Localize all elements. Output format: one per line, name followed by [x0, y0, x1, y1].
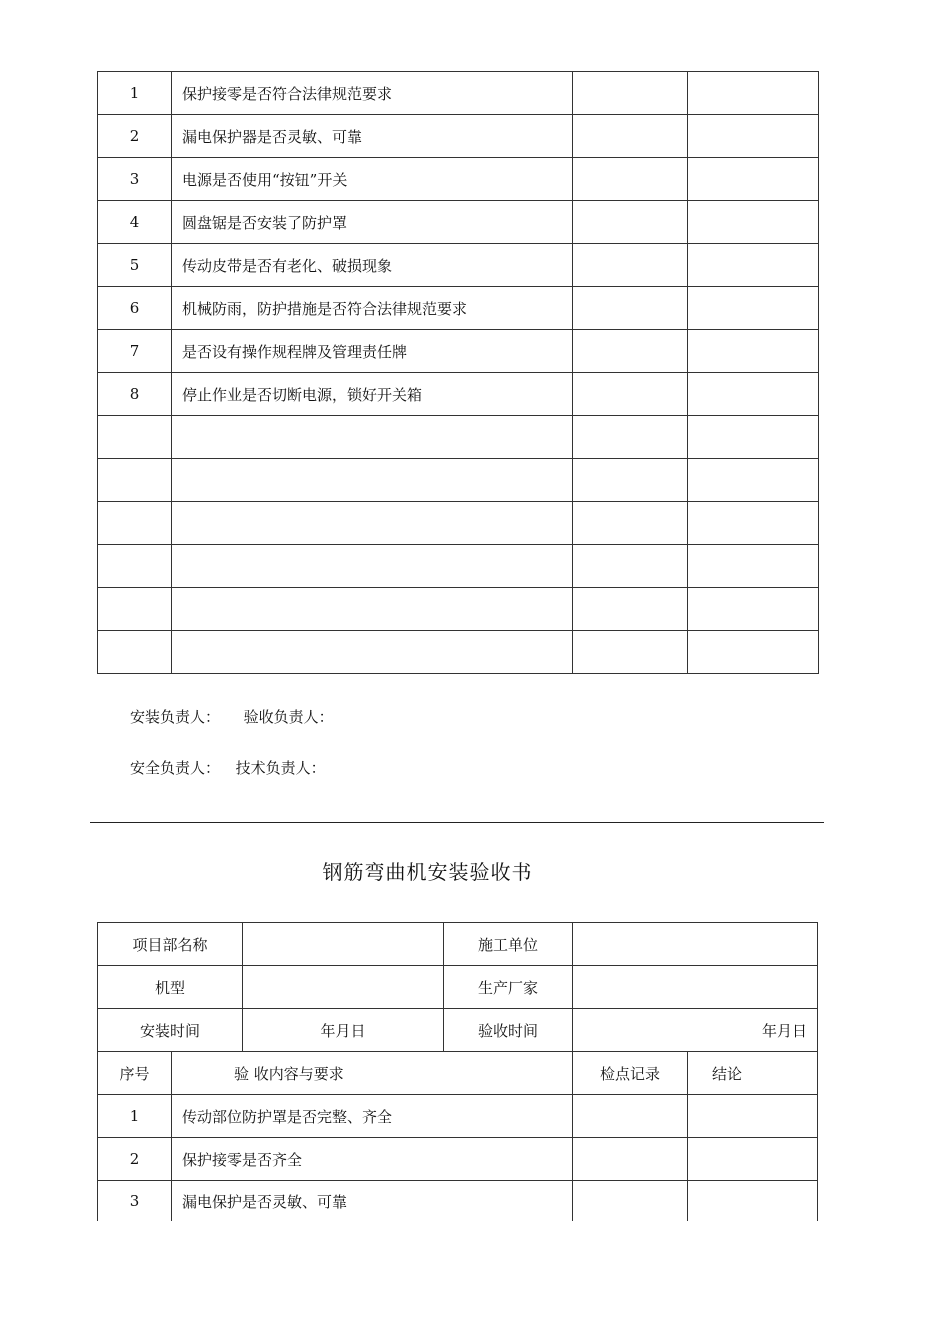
row-conclusion: [688, 373, 819, 416]
row-item: 传动皮带是否有老化、破损现象: [172, 244, 573, 287]
header-content: 验 收内容与要求: [172, 1052, 573, 1095]
row-conclusion: [688, 459, 819, 502]
table-row: [98, 287, 819, 330]
table-row-empty: [98, 502, 819, 545]
row-conclusion: [688, 330, 819, 373]
info-row-project: [98, 923, 818, 966]
row-conclusion: [688, 588, 819, 631]
row-number: [98, 631, 172, 674]
safety-person-label: 安全负责人：: [130, 759, 221, 777]
row-number: 7: [98, 330, 172, 373]
table-row-empty: [98, 631, 819, 674]
row-check-record: [573, 244, 688, 287]
model-value: [243, 966, 444, 1009]
checklist-table-top-body: [98, 72, 819, 674]
table-row: [98, 1138, 818, 1181]
row-item: [172, 459, 573, 502]
unit-label: 施工单位: [444, 923, 573, 966]
table-row: [98, 158, 819, 201]
table-row-empty: [98, 588, 819, 631]
acceptance-table: [97, 922, 818, 1221]
accept-time-value: 年月日: [573, 1009, 818, 1052]
row-item: 圆盘锯是否安装了防护罩: [172, 201, 573, 244]
maker-value: [573, 966, 818, 1009]
row-number: [98, 502, 172, 545]
row-check-record: [573, 287, 688, 330]
row-item: [172, 631, 573, 674]
accept-person-label: 验收负责人：: [243, 708, 334, 726]
row-item: 漏电保护器是否灵敏、可靠: [172, 115, 573, 158]
header-number: 序号: [98, 1052, 172, 1095]
install-person-label: 安装负责人：: [130, 708, 221, 726]
row-number: 3: [98, 1181, 172, 1222]
row-check-record: [573, 459, 688, 502]
tech-person-label: 技术负责人：: [235, 759, 326, 777]
table-row: [98, 373, 819, 416]
row-check-record: [573, 545, 688, 588]
row-number: [98, 545, 172, 588]
table-row-empty: [98, 459, 819, 502]
row-number: 1: [98, 72, 172, 115]
row-check-record: [573, 1095, 688, 1138]
model-label: 机型: [98, 966, 243, 1009]
row-item: [172, 588, 573, 631]
install-time-label: 安装时间: [98, 1009, 243, 1052]
row-item: 传动部位防护罩是否完整、齐全: [172, 1095, 573, 1138]
row-conclusion: [688, 287, 819, 330]
row-check-record: [573, 115, 688, 158]
row-check-record: [573, 330, 688, 373]
row-check-record: [573, 201, 688, 244]
signature-line-1: [130, 706, 334, 727]
row-number: 1: [98, 1095, 172, 1138]
row-conclusion: [688, 158, 819, 201]
accept-time-label: 验收时间: [444, 1009, 573, 1052]
row-check-record: [573, 416, 688, 459]
table-row-empty: [98, 416, 819, 459]
row-check-record: [573, 631, 688, 674]
row-item: 停止作业是否切断电源，锁好开关箱: [172, 373, 573, 416]
row-item: [172, 545, 573, 588]
header-row: [98, 1052, 818, 1095]
row-conclusion: [688, 502, 819, 545]
project-value: [243, 923, 444, 966]
row-item: 漏电保护是否灵敏、可靠: [172, 1181, 573, 1222]
row-item: [172, 416, 573, 459]
row-check-record: [573, 502, 688, 545]
row-number: 2: [98, 1138, 172, 1181]
row-number: 2: [98, 115, 172, 158]
table-row: [98, 201, 819, 244]
row-item: 保护接零是否符合法律规范要求: [172, 72, 573, 115]
row-conclusion: [688, 115, 819, 158]
row-conclusion: [688, 1138, 818, 1181]
row-check-record: [573, 1181, 688, 1222]
row-item: 保护接零是否齐全: [172, 1138, 573, 1181]
header-check-record: 检点记录: [573, 1052, 688, 1095]
row-conclusion: [688, 72, 819, 115]
row-number: 3: [98, 158, 172, 201]
unit-value: [573, 923, 818, 966]
row-number: [98, 416, 172, 459]
info-row-time: [98, 1009, 818, 1052]
table-row: [98, 1095, 818, 1138]
row-conclusion: [688, 545, 819, 588]
signature-line-2: [130, 757, 326, 778]
row-conclusion: [688, 416, 819, 459]
row-item: [172, 502, 573, 545]
row-check-record: [573, 1138, 688, 1181]
row-conclusion: [688, 1181, 818, 1222]
maker-label: 生产厂家: [444, 966, 573, 1009]
checklist-table-top: [97, 71, 819, 674]
table-row: [98, 72, 819, 115]
row-number: 4: [98, 201, 172, 244]
row-check-record: [573, 373, 688, 416]
row-number: 5: [98, 244, 172, 287]
table-row-empty: [98, 545, 819, 588]
header-conclusion: 结论: [688, 1052, 818, 1095]
row-check-record: [573, 72, 688, 115]
row-item: 是否设有操作规程牌及管理责任牌: [172, 330, 573, 373]
row-number: [98, 459, 172, 502]
table-row: [98, 330, 819, 373]
row-conclusion: [688, 201, 819, 244]
row-conclusion: [688, 244, 819, 287]
info-row-model: [98, 966, 818, 1009]
table-row: [98, 1181, 818, 1222]
document-title: 钢筋弯曲机安装验收书: [322, 860, 533, 884]
row-item: 机械防雨，防护措施是否符合法律规范要求: [172, 287, 573, 330]
row-item: 电源是否使用“按钮”开关: [172, 158, 573, 201]
row-number: 6: [98, 287, 172, 330]
install-time-value: 年月日: [243, 1009, 444, 1052]
row-conclusion: [688, 1095, 818, 1138]
row-number: [98, 588, 172, 631]
table-row: [98, 115, 819, 158]
page-divider: [90, 822, 824, 823]
row-conclusion: [688, 631, 819, 674]
project-label: 项目部名称: [98, 923, 243, 966]
row-check-record: [573, 588, 688, 631]
row-check-record: [573, 158, 688, 201]
table-row: [98, 244, 819, 287]
row-number: 8: [98, 373, 172, 416]
